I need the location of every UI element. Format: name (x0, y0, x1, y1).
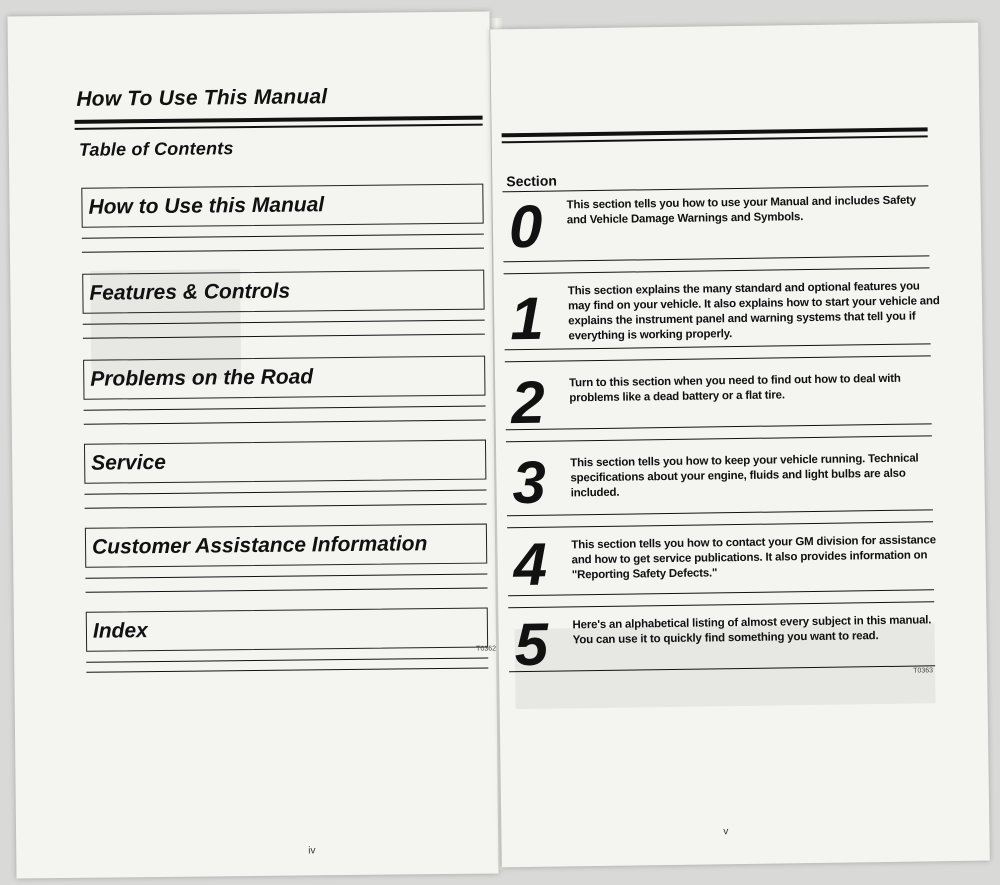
toc-item-features-controls[interactable]: Features & Controls (82, 270, 484, 314)
section-description: This section tells you how to contact your GM division for assistance and how to get service publications. It also provides information on "Reporting Safety Defects." (571, 534, 936, 582)
section-description: This section tells you how to use your Manual and includes Safety and Vehicle Damage Warnings and Symbols. (566, 194, 917, 227)
section-label: Section (506, 172, 557, 190)
toc-divider (84, 406, 486, 411)
figure-code: T0362 (476, 645, 497, 653)
section-number: 3 (512, 448, 547, 517)
toc-divider (86, 588, 488, 593)
list-item (511, 367, 942, 443)
page-number: v (723, 826, 729, 838)
section-number: 0 (508, 192, 543, 261)
section-description: This section tells you how to keep your vehicle running. Technical specifications about your engine, fluids and light bulbs are also included. (570, 452, 919, 500)
page-number: iv (308, 845, 316, 857)
toc-divider (85, 574, 487, 579)
toc-divider (86, 658, 488, 663)
section-list (509, 191, 947, 797)
toc-item-service[interactable]: Service (84, 440, 486, 484)
section-description: Turn to this section when you need to find out how to deal with problems like a dead battery or a flat tire. (569, 372, 901, 405)
heading-rule (75, 116, 483, 124)
toc-item-how-to-use[interactable]: How to Use this Manual (81, 184, 483, 228)
section-description: Here's an alphabetical listing of almost every subject in this manual. You can use it to quickly find something you want to read. (572, 614, 932, 647)
toc-item-problems-road[interactable]: Problems on the Road (83, 356, 485, 400)
page-heading: How To Use This Manual (76, 85, 328, 111)
toc-divider (85, 490, 487, 495)
toc-heading: Table of Contents (78, 138, 234, 160)
toc-divider (86, 668, 488, 673)
section-divider (504, 267, 930, 274)
toc-item-index[interactable]: Index (86, 608, 488, 652)
section-number: 2 (510, 368, 546, 437)
toc-divider (84, 420, 486, 425)
figure-code: T0363 (913, 667, 934, 675)
section-description: This section explains the many standard and optional features you may find on your vehicle. It also explains how to start your vehicle and explains the instrument panel and warning systems that tell you if everything is working properly. (567, 280, 940, 343)
list-item (514, 609, 945, 685)
heading-rule-thin (75, 124, 483, 130)
section-number: 5 (514, 610, 549, 679)
heading-rule-thin (502, 135, 928, 143)
left-page (7, 11, 498, 878)
toc-divider (82, 234, 484, 239)
list-item (510, 275, 941, 351)
toc-divider (82, 248, 484, 253)
toc-item-customer-assistance[interactable]: Customer Assistance Information (85, 524, 487, 568)
toc-divider (85, 504, 487, 509)
right-page (490, 23, 990, 868)
section-number: 1 (509, 284, 545, 353)
section-number: 4 (513, 530, 548, 599)
section-divider (505, 355, 931, 362)
